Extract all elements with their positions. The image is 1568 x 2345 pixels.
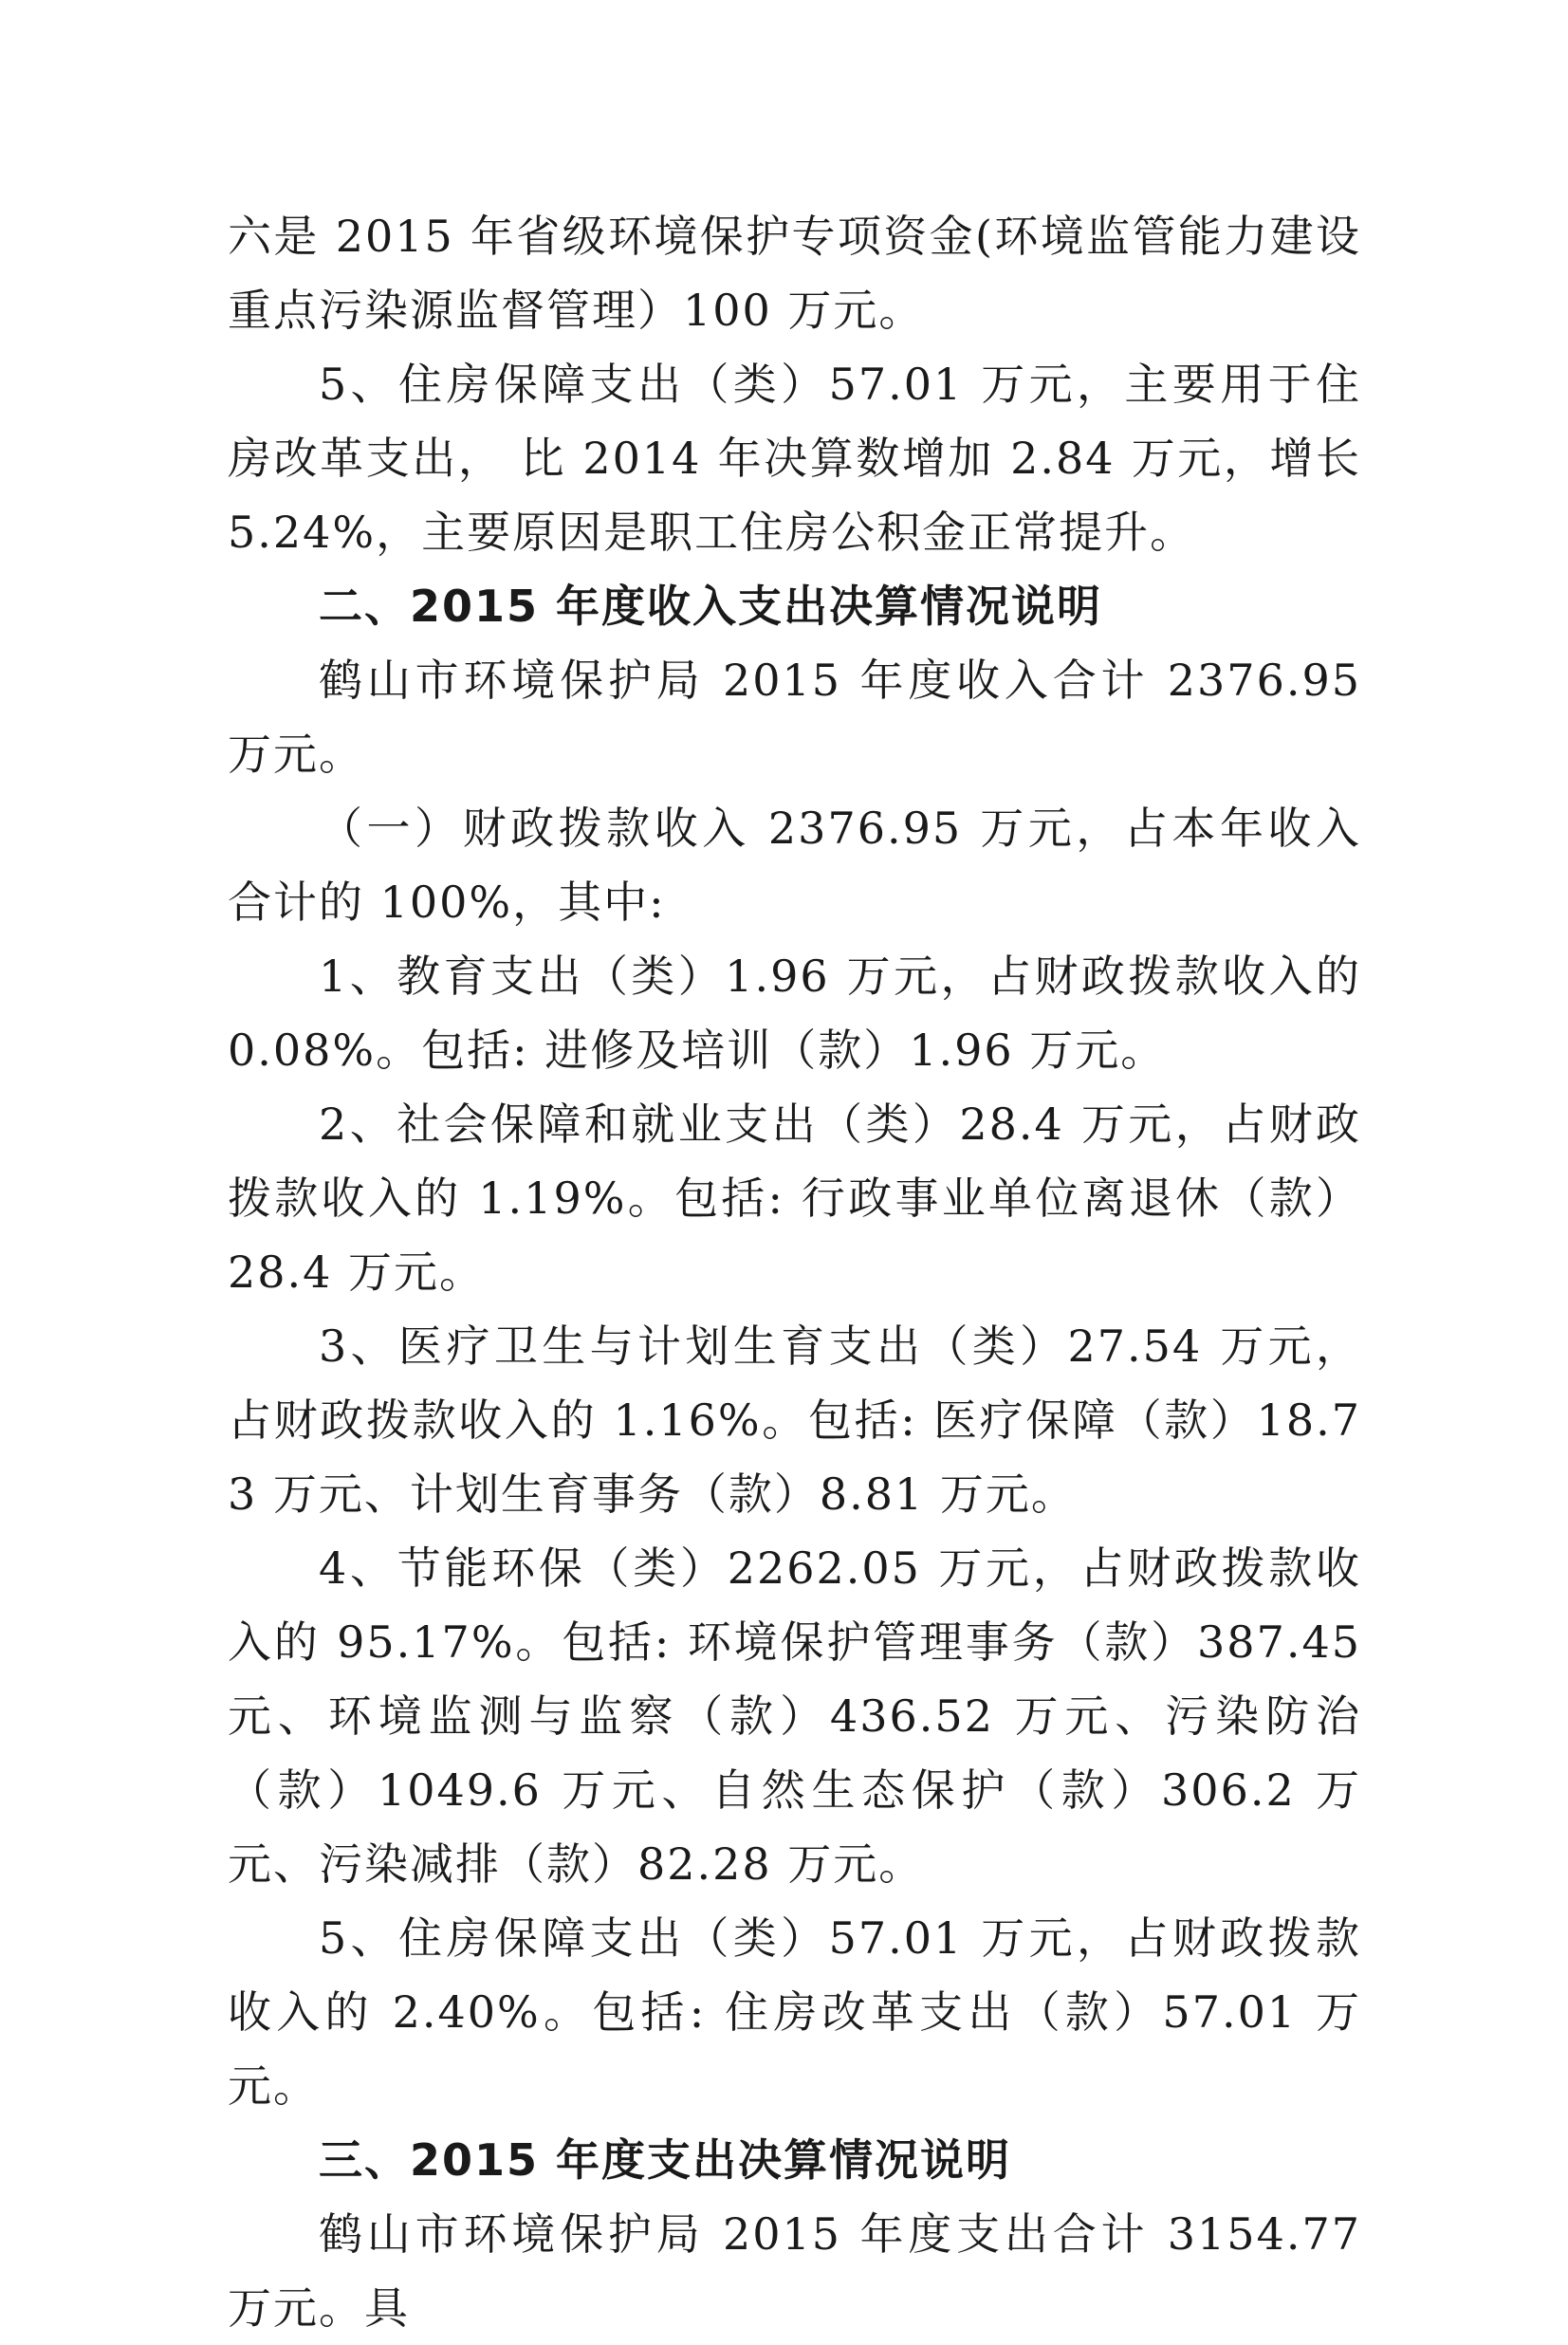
section-heading-expenditure: 三、2015 年度支出决算情况说明 <box>319 2134 1012 2186</box>
paragraph-social-security: 2、社会保障和就业支出（类）28.4 万元，占财政拨款收入的 1.19%。包括: 行政事业单位离退休（款）28.4 万元。 <box>228 1099 1361 1298</box>
section-heading-income-expenditure: 二、2015 年度收入支出决算情况说明 <box>319 581 1103 632</box>
paragraph-education: 1、教育支出（类）1.96 万元，占财政拨款收入的 0.08%。包括: 进修及培训（款）1.96 万元。 <box>228 951 1361 1076</box>
paragraph-total-expenditure: 鹤山市环境保护局 2015 年度支出合计 3154.77 万元。具 <box>228 2208 1361 2334</box>
document-page <box>228 199 1361 2345</box>
paragraph-environment: 4、节能环保（类）2262.05 万元，占财政拨款收入的 95.17%。包括: 环境保护管理事务（款）387.45 元、环境监测与监察（款）436.52 万元、污染防治（款）1049.6 万元、自然生态保护（款）306.2 万元、污染减排（款）82.28 万元。 <box>228 1542 1361 1890</box>
paragraph-fiscal-appropriation: （一）财政拨款收入 2376.95 万元，占本年收入合计的 100%，其中: <box>228 803 1361 928</box>
paragraph-housing: 5、住房保障支出（类）57.01 万元，占财政拨款收入的 2.40%。包括: 住房改革支出（款）57.01 万元。 <box>228 1912 1361 2112</box>
paragraph-provincial-fund: 六是 2015 年省级环境保护专项资金(环境监管能力建设 重点污染源监督管理）100 万元。 <box>228 211 1361 336</box>
paragraph-total-income: 鹤山市环境保护局 2015 年度收入合计 2376.95 万元。 <box>228 655 1361 780</box>
paragraph-housing-expenditure: 5、住房保障支出（类）57.01 万元，主要用于住房改革支出， 比 2014 年决算数增加 2.84 万元，增长 5.24%，主要原因是职工住房公积金正常提升。 <box>228 359 1361 558</box>
paragraph-medical: 3、医疗卫生与计划生育支出（类）27.54 万元，占财政拨款收入的 1.16%。包括: 医疗保障（款）18.73 万元、计划生育事务（款）8.81 万元。 <box>228 1320 1361 1520</box>
